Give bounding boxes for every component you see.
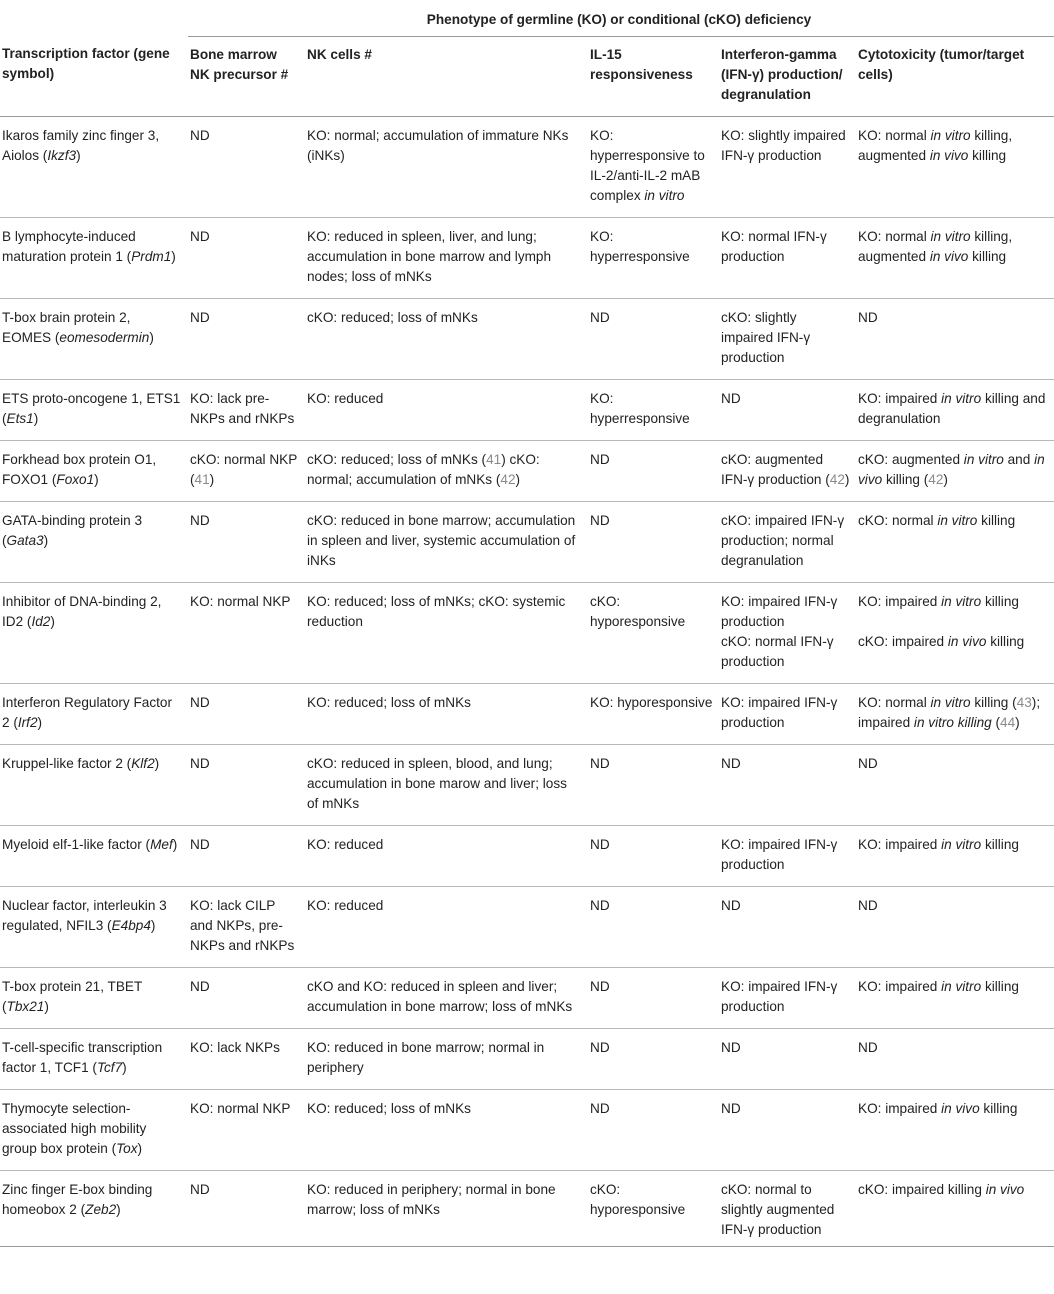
ifng-text: cKO: normal IFN-γ production [721, 633, 834, 669]
il15-cell [588, 116, 719, 217]
cyto-text: killing [990, 633, 1025, 649]
precursor-cell: ND [188, 967, 305, 1028]
nk-cells-cell: KO: reduced; loss of mNKs; cKO: systemic reduction [305, 582, 588, 683]
factor-name: Thymocyte selection-associated high mobility group box protein [2, 1100, 147, 1156]
cyto-italic: in vitro [941, 978, 982, 994]
cyto-text: KO: impaired [858, 390, 938, 406]
cyto-text: impaired [858, 714, 911, 730]
factor-name: GATA-binding protein 3 [2, 512, 143, 528]
cyto-italic: in vivo [941, 1100, 980, 1116]
column-header-ifng: Interferon-gamma (IFN-γ) production/ degranulation [719, 36, 856, 116]
ifng-cell: cKO: slightly impaired IFN-γ production [719, 298, 856, 379]
cyto-italic: in vitro [937, 512, 978, 528]
gene-symbol: Ets1 [6, 410, 34, 426]
gene-symbol: Tox [116, 1140, 138, 1156]
factor-name: T-cell-specific transcription factor 1, TCF1 [2, 1039, 163, 1075]
spacer [858, 612, 1048, 632]
cyto-text: cKO: impaired [858, 633, 945, 649]
il15-cell: ND [588, 440, 719, 501]
cyto-text: KO: normal [858, 228, 927, 244]
reference-link[interactable]: 43 [1016, 694, 1032, 710]
cyto-line [858, 592, 1048, 612]
il15-cell: ND [588, 1028, 719, 1089]
factor-cell: Myeloid elf-1-like factor (Mef) [0, 825, 188, 886]
ifng-text: KO: impaired IFN-γ production [721, 593, 838, 629]
il15-cell: cKO: hyporesponsive [588, 582, 719, 683]
factor-name: Ikaros family zinc finger 3, Aiolos [2, 127, 160, 163]
cyto-text: killing [983, 1100, 1018, 1116]
factor-name: Kruppel-like factor 2 [2, 755, 123, 771]
factor-cell: ETS proto-oncogene 1, ETS1 (Ets1) [0, 379, 188, 440]
table-row [0, 1170, 1054, 1246]
column-header-nk-cells: NK cells # [305, 36, 588, 116]
cytotoxicity-cell: ND [856, 886, 1054, 967]
cytotoxicity-cell [856, 379, 1054, 440]
cytotoxicity-cell [856, 967, 1054, 1028]
table-row [0, 217, 1054, 298]
reference-link[interactable]: 42 [829, 471, 845, 487]
gene-symbol: Tcf7 [96, 1059, 123, 1075]
nk-cells-cell: cKO and KO: reduced in spleen and liver; accumulation in bone marrow; loss of mNKs [305, 967, 588, 1028]
cyto-text: KO: impaired [858, 1100, 938, 1116]
gene-symbol: Klf2 [131, 755, 155, 771]
nk-cells-cell: KO: reduced in bone marrow; normal in periphery [305, 1028, 588, 1089]
cyto-text: KO: normal [858, 127, 927, 143]
ifng-cell: ND [719, 1089, 856, 1170]
factor-cell: Kruppel-like factor 2 (Klf2) [0, 744, 188, 825]
cyto-italic: in vitro [941, 593, 982, 609]
gene-symbol: Foxo1 [56, 471, 95, 487]
precursor-cell: KO: lack NKPs [188, 1028, 305, 1089]
factor-cell: Inhibitor of DNA-binding 2, ID2 (Id2) [0, 582, 188, 683]
group-header-row [0, 0, 1054, 36]
cyto-text: killing [984, 593, 1019, 609]
factor-name: Nuclear factor, interleukin 3 regulated, NFIL3 [2, 897, 167, 933]
nk-cells-cell: KO: reduced [305, 886, 588, 967]
table-row [0, 886, 1054, 967]
precursor-cell: cKO: normal NKP (41) [188, 440, 305, 501]
cyto-text: KO: normal [858, 694, 927, 710]
cyto-text: killing [984, 836, 1019, 852]
column-header-cytotoxicity: Cytotoxicity (tumor/target cells) [856, 36, 1054, 116]
ifng-cell [719, 582, 856, 683]
cyto-text: killing [972, 147, 1007, 163]
cyto-text: cKO: normal [858, 512, 934, 528]
gene-symbol: E4bp4 [111, 917, 151, 933]
cyto-italic: in vitro [930, 694, 971, 710]
ifng-cell: KO: impaired IFN-γ production [719, 683, 856, 744]
factor-cell: T-box brain protein 2, EOMES (eomesodermin) [0, 298, 188, 379]
table-row [0, 1089, 1054, 1170]
factor-cell: Nuclear factor, interleukin 3 regulated, NFIL3 (E4bp4) [0, 886, 188, 967]
reference-link[interactable]: 41 [194, 471, 210, 487]
table-row [0, 440, 1054, 501]
gene-symbol: Tbx21 [6, 998, 45, 1014]
nk-cells-cell: KO: reduced in spleen, liver, and lung; accumulation in bone marrow and lymph nodes; loss of mNKs [305, 217, 588, 298]
cyto-italic: in vivo [947, 633, 987, 649]
cytotoxicity-cell: cKO: augmented in vitro and in vivo killing (42) [856, 440, 1054, 501]
cyto-italic: in vivo [929, 248, 969, 264]
precursor-cell: KO: normal NKP [188, 582, 305, 683]
factor-name: ETS proto-oncogene 1, ETS1 [2, 390, 181, 406]
factor-cell: T-cell-specific transcription factor 1, TCF1 (Tcf7) [0, 1028, 188, 1089]
cyto-italic: in vitro [930, 228, 971, 244]
cytotoxicity-cell [856, 217, 1054, 298]
nk-cells-cell: KO: reduced [305, 379, 588, 440]
table-row [0, 1028, 1054, 1089]
gene-symbol: eomesodermin [59, 329, 150, 345]
cyto-text: killing and degranulation [858, 390, 1046, 426]
il15-cell: KO: hyperresponsive [588, 217, 719, 298]
cyto-line [858, 632, 1048, 652]
factor-cell: T-box protein 21, TBET (Tbx21) [0, 967, 188, 1028]
il15-italic: in vitro [644, 187, 685, 203]
precursor-cell: KO: normal NKP [188, 1089, 305, 1170]
nk-cells-cell: KO: reduced; loss of mNKs [305, 1089, 588, 1170]
reference-link[interactable]: 44 [1000, 714, 1016, 730]
table-row [0, 582, 1054, 683]
nk-cells-cell: cKO: reduced in bone marrow; accumulation in spleen and liver, systemic accumulation of iNKs [305, 501, 588, 582]
factor-cell: Forkhead box protein O1, FOXO1 (Foxo1) [0, 440, 188, 501]
precursor-cell: ND [188, 825, 305, 886]
table-row [0, 744, 1054, 825]
il15-cell: KO: hyperresponsive [588, 379, 719, 440]
precursor-cell: KO: lack pre-NKPs and rNKPs [188, 379, 305, 440]
cyto-text: KO: impaired [858, 978, 938, 994]
precursor-cell: ND [188, 298, 305, 379]
cyto-text: killing [974, 694, 1009, 710]
precursor-cell: ND [188, 116, 305, 217]
nk-text: cKO: normal; accumulation of mNKs [307, 451, 540, 487]
cyto-italic: in vitro killing [913, 714, 992, 730]
gene-symbol: Id2 [31, 613, 51, 629]
nk-cells-cell: cKO: reduced in spleen, blood, and lung; accumulation in bone marow and liver; loss of mNKs [305, 744, 588, 825]
group-header-spacer [0, 0, 188, 36]
gene-symbol: Gata3 [6, 532, 44, 548]
cyto-text: killing [984, 978, 1019, 994]
gene-symbol: Zeb2 [85, 1201, 117, 1217]
il15-cell: KO: hyporesponsive [588, 683, 719, 744]
cyto-text: killing, augmented [858, 228, 1013, 264]
factor-name: T-box brain protein 2, EOMES [2, 309, 131, 345]
cytotoxicity-cell: ND [856, 1028, 1054, 1089]
precursor-text: cKO: normal NKP [190, 451, 298, 467]
nk-text: cKO: reduced; loss of mNKs [307, 451, 478, 467]
precursor-cell: ND [188, 217, 305, 298]
reference-link[interactable]: 42 [928, 471, 944, 487]
ifng-cell: cKO: augmented IFN-γ production (42) [719, 440, 856, 501]
factor-cell: GATA-binding protein 3 (Gata3) [0, 501, 188, 582]
cyto-italic: in vitro [941, 390, 982, 406]
ifng-cell: KO: impaired IFN-γ production [719, 825, 856, 886]
factor-cell: Ikaros family zinc finger 3, Aiolos (Ikzf3) [0, 116, 188, 217]
ifng-cell: KO: impaired IFN-γ production [719, 967, 856, 1028]
cytotoxicity-cell [856, 582, 1054, 683]
cytotoxicity-cell [856, 1089, 1054, 1170]
factor-cell: Zinc finger E-box binding homeobox 2 (Zeb2) [0, 1170, 188, 1246]
gene-symbol: Mef [150, 836, 173, 852]
il15-cell: ND [588, 1089, 719, 1170]
cyto-text: cKO: augmented [858, 451, 961, 467]
table-row [0, 825, 1054, 886]
table-row [0, 116, 1054, 217]
factor-name: B lymphocyte-induced maturation protein 1 [2, 228, 136, 264]
cyto-italic: in vitro [930, 127, 971, 143]
nk-cells-cell: cKO: reduced; loss of mNKs (41) cKO: normal; accumulation of mNKs (42) [305, 440, 588, 501]
il15-cell: ND [588, 744, 719, 825]
cytotoxicity-cell: ND [856, 298, 1054, 379]
factor-cell: Thymocyte selection-associated high mobility group box protein (Tox) [0, 1089, 188, 1170]
cytotoxicity-cell: KO: normal in vitro killing (43); impaired in vitro killing (44) [856, 683, 1054, 744]
cyto-italic: in vivo [858, 451, 1045, 487]
table-row [0, 298, 1054, 379]
cyto-italic: in vitro [941, 836, 982, 852]
gene-symbol: Prdm1 [131, 248, 172, 264]
nk-cells-cell: cKO: reduced; loss of mNKs [305, 298, 588, 379]
il15-cell: ND [588, 501, 719, 582]
column-header-il15: IL-15 responsiveness [588, 36, 719, 116]
cyto-italic: in vivo [985, 1181, 1025, 1197]
gene-symbol: Ikzf3 [47, 147, 77, 163]
nk-cells-cell: KO: reduced; loss of mNKs [305, 683, 588, 744]
il15-text: KO: hyperresponsive to IL-2/anti-IL-2 mAB complex [590, 127, 705, 203]
factor-name: Zinc finger E-box binding homeobox 2 [2, 1181, 153, 1217]
il15-cell: ND [588, 967, 719, 1028]
cyto-text: cKO: impaired killing [858, 1181, 982, 1197]
cytotoxicity-cell [856, 116, 1054, 217]
precursor-cell: ND [188, 501, 305, 582]
table-row [0, 683, 1054, 744]
nk-cells-cell: KO: reduced [305, 825, 588, 886]
cyto-text: KO: impaired [858, 593, 938, 609]
column-header-transcription-factor: Transcription factor (gene symbol) [0, 36, 188, 116]
cytotoxicity-cell: ND [856, 744, 1054, 825]
factor-name: Inhibitor of DNA-binding 2, ID2 [2, 593, 162, 629]
factor-name: T-box protein 21, TBET [2, 978, 143, 994]
ifng-cell: ND [719, 886, 856, 967]
reference-link[interactable]: 41 [486, 451, 502, 467]
ifng-cell: ND [719, 744, 856, 825]
cyto-text: killing [972, 248, 1007, 264]
precursor-cell: ND [188, 744, 305, 825]
column-header-row [0, 36, 1054, 116]
reference-link[interactable]: 42 [500, 471, 516, 487]
factor-name: Myeloid elf-1-like factor [2, 836, 142, 852]
gene-symbol: Irf2 [17, 714, 38, 730]
il15-cell: ND [588, 886, 719, 967]
factor-cell: Interferon Regulatory Factor 2 (Irf2) [0, 683, 188, 744]
cyto-text: and [1007, 451, 1031, 467]
ifng-cell: ND [719, 379, 856, 440]
cyto-text: killing [885, 471, 920, 487]
factor-name: Interferon Regulatory Factor 2 [2, 694, 173, 730]
table-row [0, 501, 1054, 582]
table-row [0, 379, 1054, 440]
il15-cell: ND [588, 298, 719, 379]
cyto-italic: in vitro [963, 451, 1004, 467]
precursor-cell: ND [188, 683, 305, 744]
ifng-cell: cKO: normal to slightly augmented IFN-γ production [719, 1170, 856, 1246]
nk-cells-cell: KO: normal; accumulation of immature NKs (iNKs) [305, 116, 588, 217]
table-row [0, 967, 1054, 1028]
cytotoxicity-cell [856, 1170, 1054, 1246]
ifng-cell: KO: normal IFN-γ production [719, 217, 856, 298]
cytotoxicity-cell [856, 501, 1054, 582]
factor-cell: B lymphocyte-induced maturation protein 1 (Prdm1) [0, 217, 188, 298]
precursor-cell: KO: lack CILP and NKPs, pre-NKPs and rNKPs [188, 886, 305, 967]
cyto-text: killing [981, 512, 1016, 528]
cyto-italic: in vivo [929, 147, 969, 163]
factor-name: Forkhead box protein O1, FOXO1 [2, 451, 157, 487]
il15-cell: cKO: hyporesponsive [588, 1170, 719, 1246]
column-header-precursor: Bone marrow NK precursor # [188, 36, 305, 116]
ifng-cell: ND [719, 1028, 856, 1089]
cytotoxicity-cell [856, 825, 1054, 886]
ifng-cell: cKO: impaired IFN-γ production; normal degranulation [719, 501, 856, 582]
il15-cell: ND [588, 825, 719, 886]
group-header: Phenotype of germline (KO) or conditional (cKO) deficiency [188, 0, 1054, 36]
precursor-cell: ND [188, 1170, 305, 1246]
cyto-text: killing, augmented [858, 127, 1013, 163]
nk-cells-cell: KO: reduced in periphery; normal in bone marrow; loss of mNKs [305, 1170, 588, 1246]
ifng-cell: KO: slightly impaired IFN-γ production [719, 116, 856, 217]
cyto-text: KO: impaired [858, 836, 938, 852]
ifng-text: cKO: augmented IFN-γ production [721, 451, 824, 487]
